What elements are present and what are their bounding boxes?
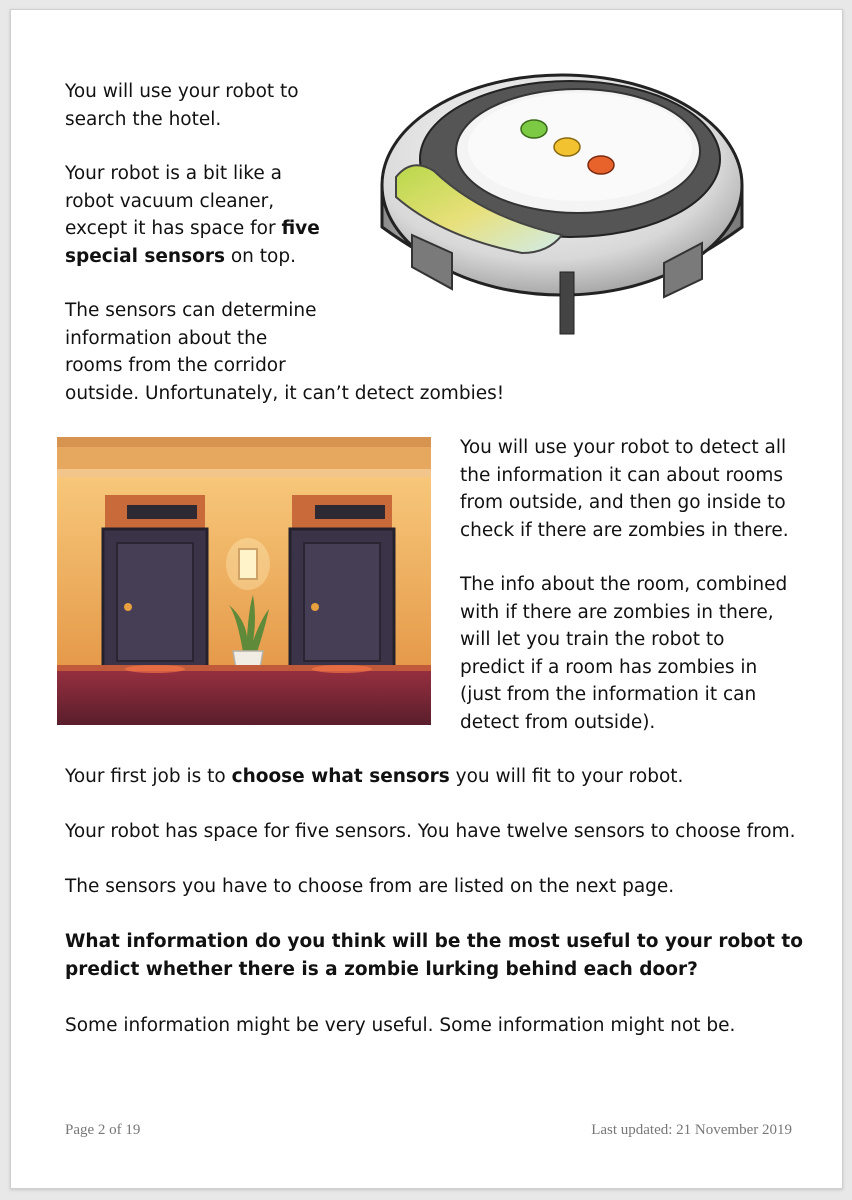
hotel-doors-icon [57, 437, 431, 725]
orange-light-icon [588, 156, 614, 174]
text-line: rooms from the corridor [65, 355, 286, 376]
text-line [65, 763, 683, 791]
right-paragraph-2 [460, 571, 787, 736]
hotel-hallway-illustration [57, 437, 431, 725]
text-run: you will fit to your robot. [449, 766, 684, 787]
bold-text: five [281, 218, 320, 239]
page-number: Page 2 of 19 [65, 1122, 141, 1138]
next-page-paragraph [65, 873, 674, 901]
text-line: predict whether there is a zombie lurking behind each door? [65, 958, 698, 980]
text-line: What information do you think will be the most useful to your robot to [65, 931, 803, 952]
text-line: the information it can about rooms [460, 464, 784, 486]
text-line: from outside, and then go inside to [460, 492, 786, 513]
text-line: will let you train the robot to [460, 629, 725, 650]
robot-vacuum-illustration [372, 67, 752, 339]
text-line: (just from the information it can [460, 684, 757, 705]
yellow-light-icon [554, 138, 580, 156]
text-line [65, 215, 320, 243]
intro-paragraph-2 [65, 160, 320, 270]
door-knob-icon [124, 603, 132, 611]
robot-vacuum-icon [372, 67, 752, 339]
text-line: Your robot has space for five sensors. You have twelve sensors to choose from. [65, 821, 796, 842]
text-line: detect from outside). [460, 711, 656, 733]
sensor-space-paragraph [65, 818, 796, 846]
text-line: The sensors you have to choose from are listed on the next page. [65, 876, 675, 897]
text-line: You will use your robot to [65, 81, 299, 102]
question-paragraph [65, 928, 803, 983]
text-line: information about the [65, 327, 268, 349]
text-run: Your first job is to [65, 766, 232, 787]
text-line: with if there are zombies in there, [460, 601, 774, 623]
text-line: outside. Unfortunately, it can’t detect zombies! [65, 382, 505, 404]
text-line: Your robot is a bit like a [65, 163, 282, 184]
right-paragraph-1 [460, 434, 789, 544]
text-run: except it has space for [65, 218, 282, 239]
text-line: You will use your robot to detect all [460, 437, 787, 458]
text-line [65, 243, 320, 271]
text-line: check if there are zombies in there. [460, 519, 789, 541]
bold-text: special sensors [65, 245, 225, 267]
text-line: The info about the room, combined [460, 574, 788, 595]
green-light-icon [521, 120, 547, 138]
text-line: robot vacuum cleaner, [65, 190, 275, 212]
bold-text: choose what sensors [231, 766, 450, 787]
text-line: Some information might be very useful. Some information might not be. [65, 1015, 736, 1036]
intro-paragraph-1 [65, 78, 299, 133]
first-job-paragraph [65, 763, 683, 791]
last-updated: Last updated: 21 November 2019 [591, 1122, 792, 1138]
closing-paragraph [65, 1012, 735, 1040]
text-line: predict if a room has zombies in [460, 656, 758, 678]
text-line: search the hotel. [65, 108, 222, 130]
door-knob-icon [311, 603, 319, 611]
text-run: on top. [224, 245, 296, 267]
text-line: The sensors can determine [65, 300, 317, 321]
